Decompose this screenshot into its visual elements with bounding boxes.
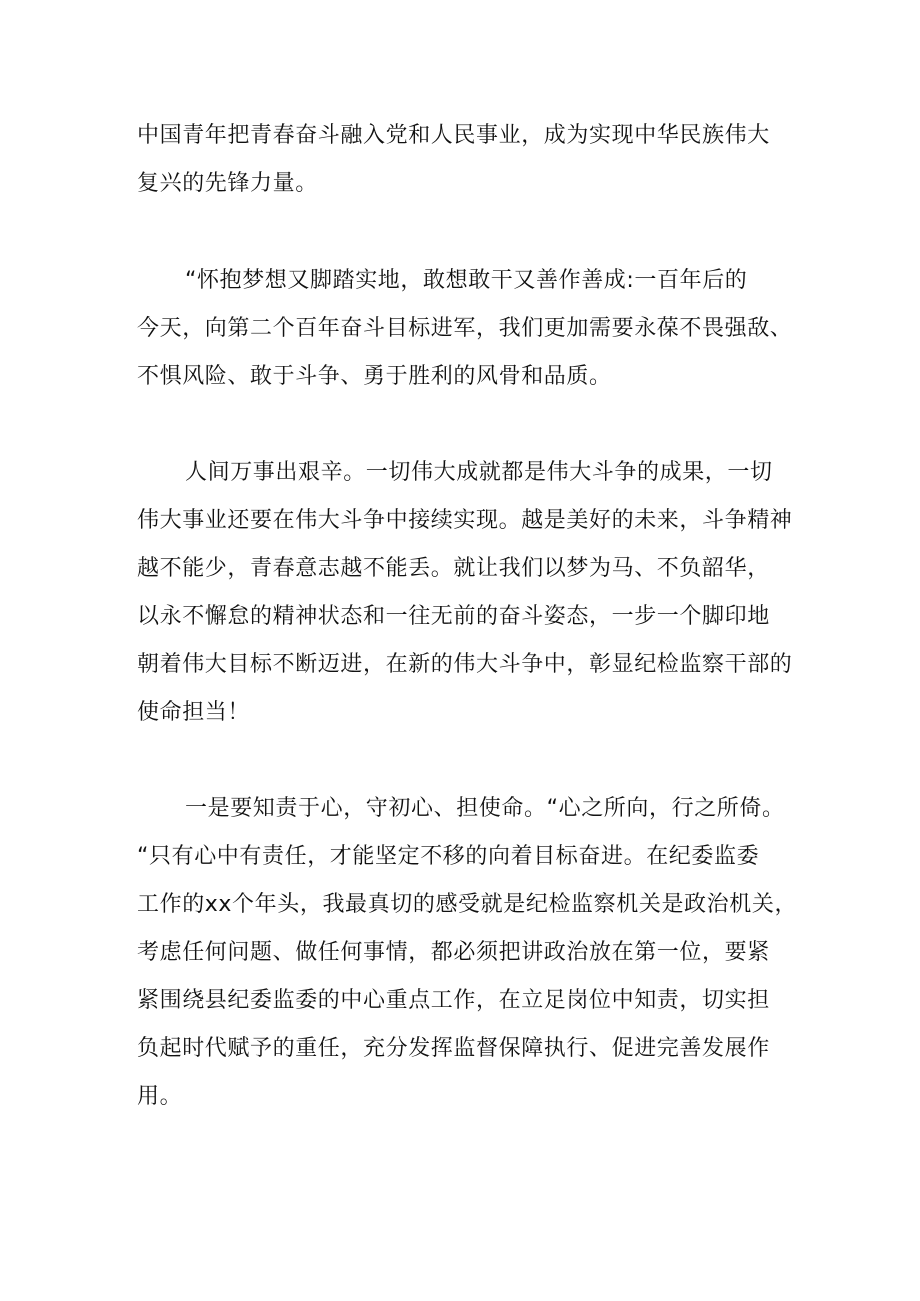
paragraph-line: 不惧风险、敢于斗争、勇于胜利的风骨和品质。 xyxy=(137,364,612,389)
paragraph-2 xyxy=(137,257,807,401)
paragraph-line: 紧围绕县纪委监委的中心重点工作，在立足岗位中知责，切实担 xyxy=(137,988,770,1013)
paragraph-line: 考虑任何问题、做任何事情，都必须把讲政治放在第一位，要紧 xyxy=(137,940,770,965)
paragraph-line: 负起时代赋予的重任，充分发挥监督保障执行、促进完善发展作 xyxy=(137,1036,770,1061)
paragraph-line: 用。 xyxy=(137,1084,183,1109)
paragraph-line: 复兴的先锋力量。 xyxy=(137,171,318,196)
paragraph-line: 越不能少，青春意志越不能丢。就让我们以梦为马、不负韶华， xyxy=(137,556,770,581)
paragraph-line: 使命担当！ xyxy=(137,700,251,725)
paragraph-line: 人间万事出艰辛。一切伟大成就都是伟大斗争的成果，一切 xyxy=(185,460,773,485)
paragraph-line: 中国青年把青春奋斗融入党和人民事业，成为实现中华民族伟大 xyxy=(137,123,770,148)
paragraph-4 xyxy=(137,785,807,1121)
paragraph-line: “怀抱梦想又脚踏实地，敢想敢干又善作善成:一百年后的 xyxy=(185,268,748,293)
paragraph-line: 工作的xx个年头，我最真切的感受就是纪检监察机关是政治机关， xyxy=(137,892,798,917)
paragraph-line: “只有心中有责任，才能坚定不移的向着目标奋进。在纪委监委 xyxy=(137,844,760,869)
paragraph-3 xyxy=(137,449,807,737)
paragraph-line: 一是要知责于心，守初心、担使命。“心之所向，行之所倚。 xyxy=(185,796,785,821)
paragraph-line: 今天，向第二个百年奋斗目标进军，我们更加需要永葆不畏强敌、 xyxy=(137,316,793,341)
paragraph-line: 朝着伟大目标不断迈进，在新的伟大斗争中，彰显纪检监察干部的 xyxy=(137,652,793,677)
paragraph-line: 伟大事业还要在伟大斗争中接续实现。越是美好的未来，斗争精神 xyxy=(137,508,793,533)
paragraph-1 xyxy=(137,112,807,208)
paragraph-line: 以永不懈怠的精神状态和一往无前的奋斗姿态，一步一个脚印地 xyxy=(137,604,770,629)
